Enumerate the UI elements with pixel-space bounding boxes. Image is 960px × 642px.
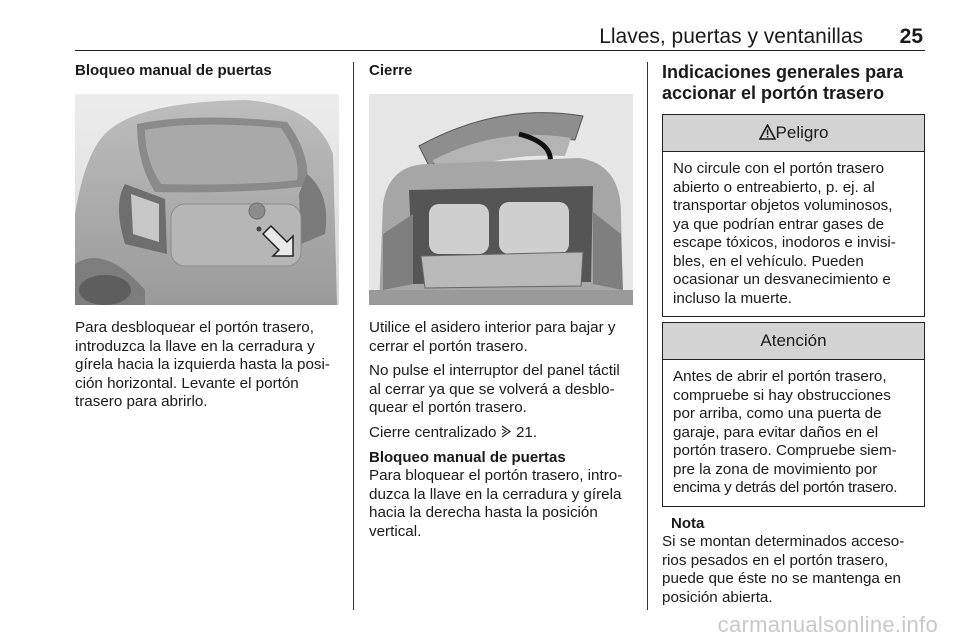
danger-box <box>662 114 925 317</box>
watermark: carmanualsonline.info <box>717 612 938 637</box>
col2-text <box>369 319 639 541</box>
cross-reference[interactable] <box>369 424 639 444</box>
page-header <box>75 22 925 51</box>
car-rear-illustration <box>75 94 339 305</box>
car-open-tailgate-illustration <box>369 94 633 305</box>
text-line: No circule con el portón trasero <box>673 160 885 177</box>
text-line: por arriba, como una puerta de <box>673 405 882 422</box>
text-line: puede que éste no se mantenga en <box>662 570 901 587</box>
col1-heading: Bloqueo manual de puertas <box>75 62 272 79</box>
text-line: compruebe si hay obstrucciones <box>673 386 891 404</box>
col2-heading: Cierre <box>369 62 413 79</box>
danger-box-header <box>663 115 924 152</box>
text-line: portón trasero. Compruebe siem- <box>673 442 897 459</box>
column-2 <box>369 62 633 80</box>
text-line: posición abierta. <box>662 588 773 606</box>
text-line: Para desbloquear el portón trasero, <box>75 319 314 336</box>
note-block <box>671 515 931 533</box>
column-1 <box>75 62 340 80</box>
column-3 <box>662 62 925 104</box>
text-line: ocasionar un desvanecimiento e <box>673 271 891 288</box>
reference-label: Cierre centralizado <box>369 423 497 441</box>
col3-heading-line: Indicaciones generales para <box>662 62 904 82</box>
text-line: rios pesados en el portón trasero, <box>662 551 889 569</box>
text-line: transportar objetos voluminosos, <box>673 197 893 214</box>
text-line: incluso la muerte. <box>673 289 793 307</box>
note-title: Nota <box>671 515 705 532</box>
col3-heading-line: accionar el portón trasero <box>662 83 885 103</box>
col2-subheading: Bloqueo manual de puertas <box>369 449 566 466</box>
text-line: Para bloquear el portón trasero, intro- <box>369 467 623 484</box>
attention-box-header: Atención <box>663 323 924 360</box>
col1-paragraph <box>75 319 345 412</box>
rear-hatch-keyhole-illustration <box>75 94 339 305</box>
text-line: trasero para abrirlo. <box>75 393 208 410</box>
page-number: 25 <box>899 25 923 48</box>
text-line: quear el portón trasero. <box>369 399 527 416</box>
column-divider <box>647 62 648 610</box>
section-title: Llaves, puertas y ventanillas <box>599 25 863 48</box>
text-line: gírela hacia la izquierda hasta la posi- <box>75 356 330 373</box>
text-line: ción horizontal. Levante el portón <box>75 374 299 392</box>
text-line: No pulse el interruptor del panel táctil <box>369 362 620 379</box>
text-line: bles, en el vehículo. Pueden <box>673 252 864 270</box>
reference-page: 21. <box>515 423 538 441</box>
text-line: vertical. <box>369 522 422 540</box>
text-line: garaje, para evitar daños en el <box>673 423 879 441</box>
text-line: ya que podrían entrar gases de <box>673 215 885 233</box>
text-line: introduzca la llave en la cerradura y <box>75 337 315 355</box>
warning-triangle-icon <box>759 117 776 153</box>
text-line: pre la zona de movimiento por <box>673 460 878 478</box>
column-divider <box>353 62 354 610</box>
note-text <box>662 533 932 607</box>
text-line: Antes de abrir el portón trasero, <box>673 368 887 385</box>
danger-box-body <box>663 152 924 316</box>
text-line: Utilice el asidero interior para bajar y <box>369 319 616 336</box>
page-reference-arrow-icon <box>501 425 512 444</box>
danger-title: Peligro <box>775 123 829 142</box>
text-line: duzca la llave en la cerradura y gírela <box>369 485 622 503</box>
attention-box <box>662 322 925 507</box>
text-line: hacia la derecha hasta la posición <box>369 504 598 521</box>
attention-box-body <box>663 360 924 506</box>
text-line: al cerrar ya que se volverá a desblo- <box>369 380 615 398</box>
text-line: encima y detrás del portón trasero. <box>673 479 898 496</box>
text-line: abierto o entreabierto, p. ej. al <box>673 178 875 196</box>
text-line: cerrar el portón trasero. <box>369 337 528 355</box>
open-tailgate-illustration <box>369 94 633 305</box>
text-line: escape tóxicos, inodoros e invisi- <box>673 234 896 251</box>
text-line: Si se montan determinados acceso- <box>662 533 905 550</box>
